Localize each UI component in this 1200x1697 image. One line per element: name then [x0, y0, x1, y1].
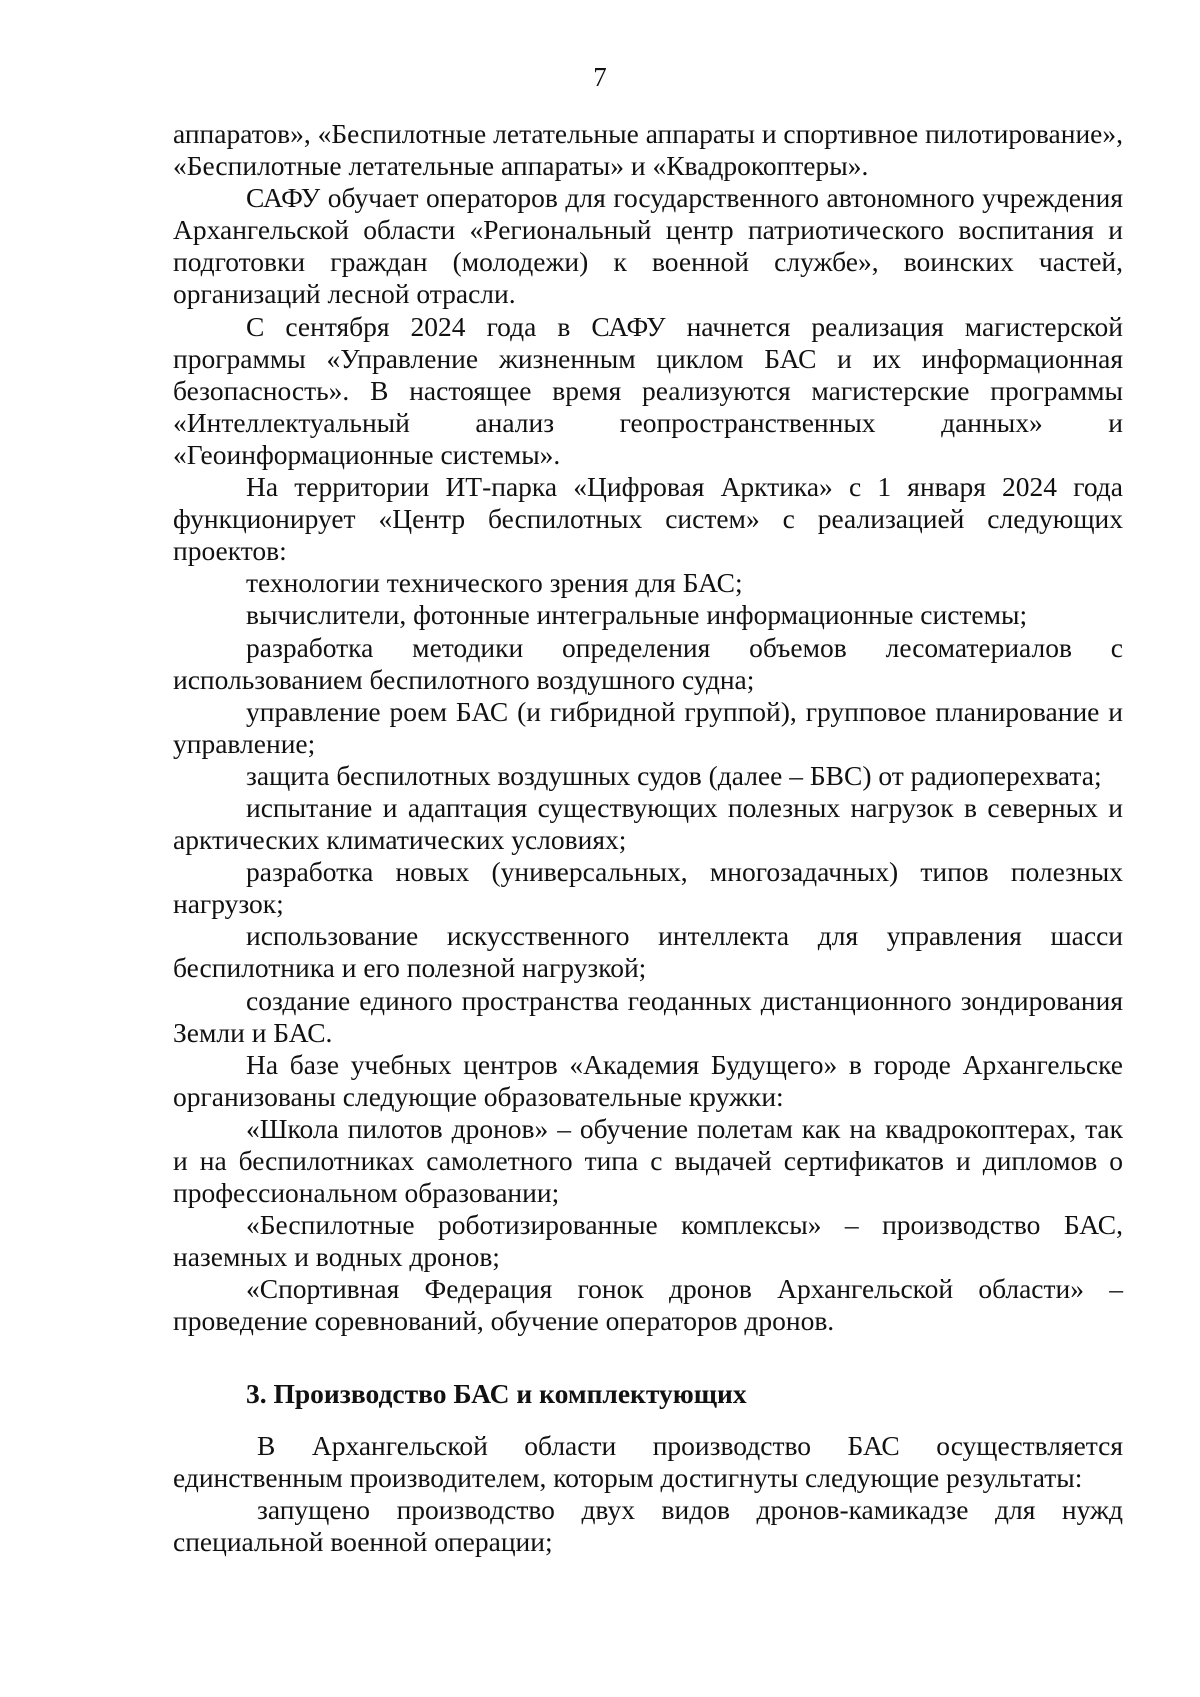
list-item: технологии технического зрения для БАС; [246, 567, 743, 599]
spacer [173, 1338, 1123, 1378]
paragraph: аппаратов», «Беспилотные летательные аппараты и спортивное пилотирование», «Беспилотные летательные аппараты» и «Квадрокоптеры». [173, 118, 1123, 182]
list-item: использование искусственного интеллекта для управления шасси беспилотника и его полезной нагрузкой; [173, 920, 1123, 984]
list-item: испытание и адаптация существующих полезных нагрузок в северных и арктических климатических условиях; [173, 791, 1123, 856]
list-item: управление роем БАС (и гибридной группой), групповое планирование и управление; [173, 695, 1123, 759]
paragraph: САФУ обучает операторов для государственного автономного учреждения Архангельской области «Региональный центр патриотического воспитания и подготовки граждан (молодежи) к военной службе», воинских частей, организаций лесной отрасли. [173, 182, 1123, 310]
list-item: разработка новых (универсальных, многозадачных) типов полезных нагрузок; [173, 856, 1123, 920]
section-heading: 3. Производство БАС и комплектующих [246, 1377, 747, 1409]
paragraph: На территории ИТ-парка «Цифровая Арктика» с 1 января 2024 года функционирует «Центр беспилотных систем» с реализацией следующих проектов: [173, 471, 1123, 567]
list-item: запущено производство двух видов дронов-камикадзе для нужд специальной военной операции; [173, 1493, 1123, 1557]
list-item: «Беспилотные роботизированные комплексы» – производство БАС, наземных и водных дронов; [173, 1209, 1123, 1273]
list-item: создание единого пространства геоданных дистанционного зондирования Земли и БАС. [173, 984, 1123, 1048]
list-item: «Спортивная Федерация гонок дронов Архангельской области» – проведение соревнований, обучение операторов дронов. [173, 1273, 1123, 1337]
spacer [173, 1410, 1123, 1430]
list-item: вычислители, фотонные интегральные информационные системы; [246, 599, 1028, 631]
paragraph: На базе учебных центров «Академия Будущего» в городе Архангельске организованы следующие образовательные кружки: [173, 1048, 1123, 1112]
page-number: 7 [593, 62, 607, 92]
list-item: защита беспилотных воздушных судов (далее – БВС) от радиоперехвата; [246, 759, 1102, 791]
document-body [173, 118, 1123, 1558]
paragraph: С сентября 2024 года в САФУ начнется реализация магистерской программы «Управление жизненным циклом БАС и их информационная безопасность». В настоящее время реализуются магистерские программы «Интеллектуальный анализ геопространственных данных» и «Геоинформационные системы». [173, 310, 1123, 470]
list-item: «Школа пилотов дронов» – обучение полетам как на квадрокоптерах, так и на беспилотниках самолетного типа с выдачей сертификатов и дипломов о профессиональном образовании; [173, 1112, 1123, 1209]
list-item: разработка методики определения объемов лесоматериалов с использованием беспилотного воздушного судна; [173, 631, 1123, 695]
paragraph: В Архангельской области производство БАС осуществляется единственным производителем, которым достигнуты следующие результаты: [173, 1429, 1123, 1493]
